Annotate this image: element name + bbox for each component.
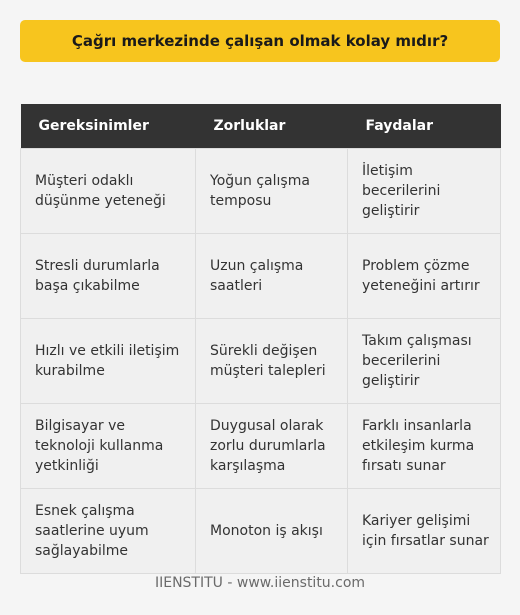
title-banner bbox=[20, 20, 500, 62]
table-row bbox=[21, 488, 501, 573]
table-cell: Yoğun çalışma temposu bbox=[196, 148, 348, 233]
footer-credit: IIENSTITU - www.iienstitu.com bbox=[154, 575, 366, 591]
table-cell: Takım çalışması becerilerini geliştirir bbox=[348, 318, 501, 403]
table-cell: Stresli durumlarla başa çıkabilme bbox=[21, 233, 196, 318]
table-row bbox=[21, 403, 501, 488]
column-header: Gereksinimler bbox=[21, 104, 196, 148]
table-cell: Farklı insanlarla etkileşim kurma fırsatı sunar bbox=[348, 403, 501, 488]
table-cell: İletişim becerilerini geliştirir bbox=[348, 148, 501, 233]
table-row bbox=[21, 318, 501, 403]
table-row bbox=[21, 233, 501, 318]
table-cell: Hızlı ve etkili iletişim kurabilme bbox=[21, 318, 196, 403]
column-header: Zorluklar bbox=[196, 104, 348, 148]
table-cell: Monoton iş akışı bbox=[196, 488, 348, 573]
table-cell: Duygusal olarak zorlu durumlarla karşılaşma bbox=[196, 403, 348, 488]
table-cell: Sürekli değişen müşteri talepleri bbox=[196, 318, 348, 403]
table-cell: Uzun çalışma saatleri bbox=[196, 233, 348, 318]
page-title: Çağrı merkezinde çalışan olmak kolay mıdır? bbox=[71, 32, 449, 50]
table-row bbox=[21, 148, 501, 233]
table-cell: Kariyer gelişimi için fırsatlar sunar bbox=[348, 488, 501, 573]
table-header-row bbox=[21, 104, 501, 148]
table-cell: Esnek çalışma saatlerine uyum sağlayabilme bbox=[21, 488, 196, 573]
table-cell: Müşteri odaklı düşünme yeteneği bbox=[21, 148, 196, 233]
table-cell: Problem çözme yeteneğini artırır bbox=[348, 233, 501, 318]
column-header: Faydalar bbox=[348, 104, 501, 148]
table-cell: Bilgisayar ve teknoloji kullanma yetkinliği bbox=[21, 403, 196, 488]
comparison-table bbox=[20, 104, 501, 574]
